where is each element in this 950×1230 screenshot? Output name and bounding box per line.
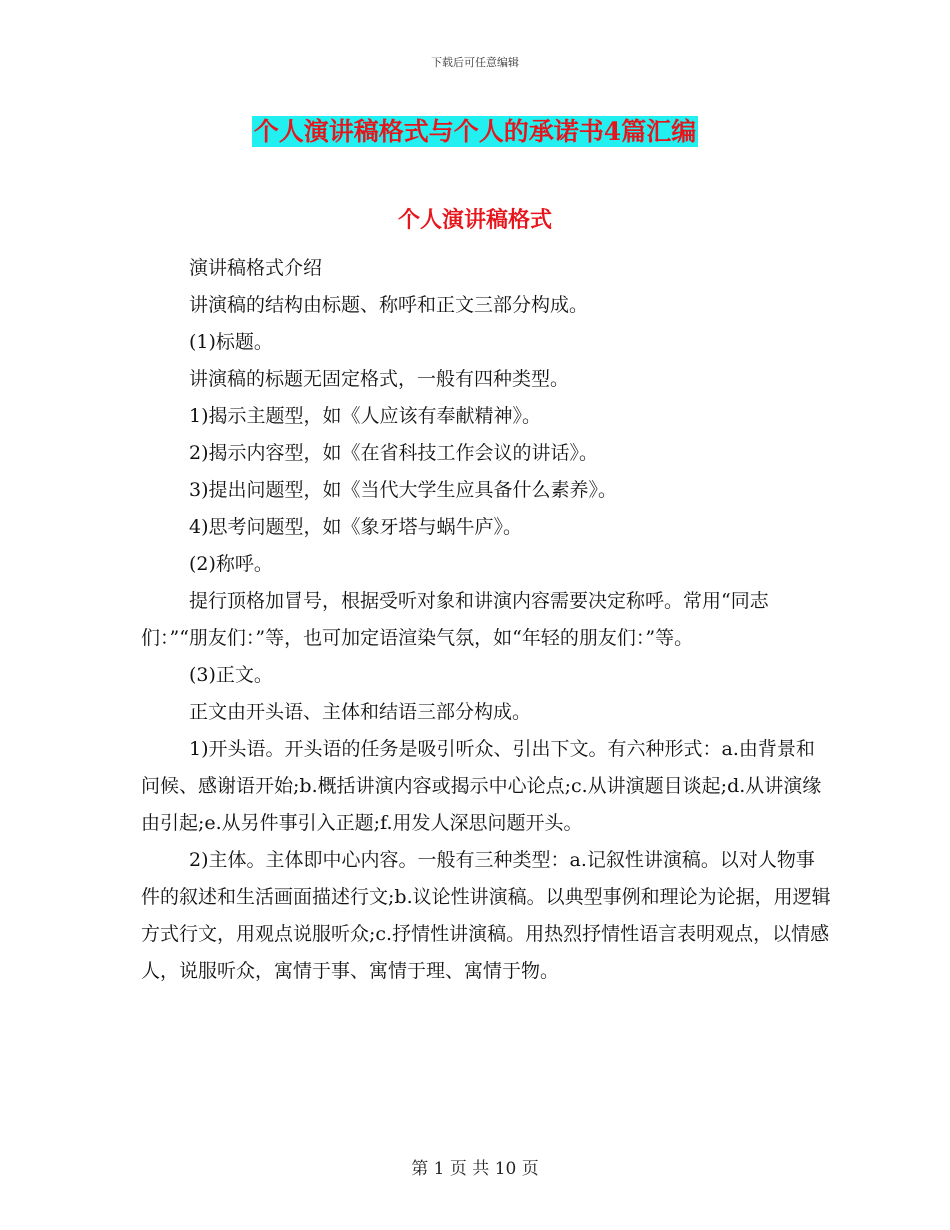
paragraph: (1)标题。 [189,331,273,353]
paragraph: 2)主体。主体即中心内容。一般有三种类型：a.记叙性讲演稿。以对人物事件的叙述和生活画面描述行文;b.议论性讲演稿。以典型事例和理论为论据，用逻辑方式行文，用观点说服听众;c.抒情性讲演稿。用热烈抒情性语言表明观点，以情感人，说服听众，寓情于事、寓情于理、寓情于物。 [141,849,831,982]
paragraph: 讲演稿的结构由标题、称呼和正文三部分构成。 [189,294,589,316]
paragraph: (3)正文。 [189,664,273,686]
page-number-footer: 第 1 页 共 10 页 [411,1159,539,1179]
section-title: 个人演讲稿格式 [397,207,552,233]
paragraph: 演讲稿格式介绍 [189,257,323,279]
paragraph: 正文由开头语、主体和结语三部分构成。 [189,701,532,723]
document-title-block [0,112,950,148]
paragraph: 讲演稿的标题无固定格式，一般有四种类型。 [189,368,570,390]
paragraph: 2)揭示内容型，如《在省科技工作会议的讲话》。 [189,442,599,464]
paragraph: 3)提出问题型，如《当代大学生应具备什么素养》。 [189,479,618,501]
document-title: 个人演讲稿格式与个人的承诺书4篇汇编 [253,117,697,146]
paragraph: 4)思考问题型，如《象牙塔与蜗牛庐》。 [189,516,523,538]
page-header-note: 下载后可任意编辑 [431,56,519,69]
paragraph: 提行顶格加冒号，根据受听对象和讲演内容需要决定称呼。常用“同志们：”“朋友们：”等，也可加定语渲染气氛，如“年轻的朋友们：”等。 [141,590,769,649]
paragraph: 1)开头语。开头语的任务是吸引听众、引出下文。有六种形式：a.由背景和问候、感谢语开始;b.概括讲演内容或揭示中心论点;c.从讲演题目谈起;d.从讲演缘由引起;e.从另件事引入正题;f.用发人深思问题开头。 [141,738,822,834]
paragraph: 1)揭示主题型，如《人应该有奉献精神》。 [189,405,542,427]
body-text [141,250,831,990]
paragraph: (2)称呼。 [189,553,273,575]
